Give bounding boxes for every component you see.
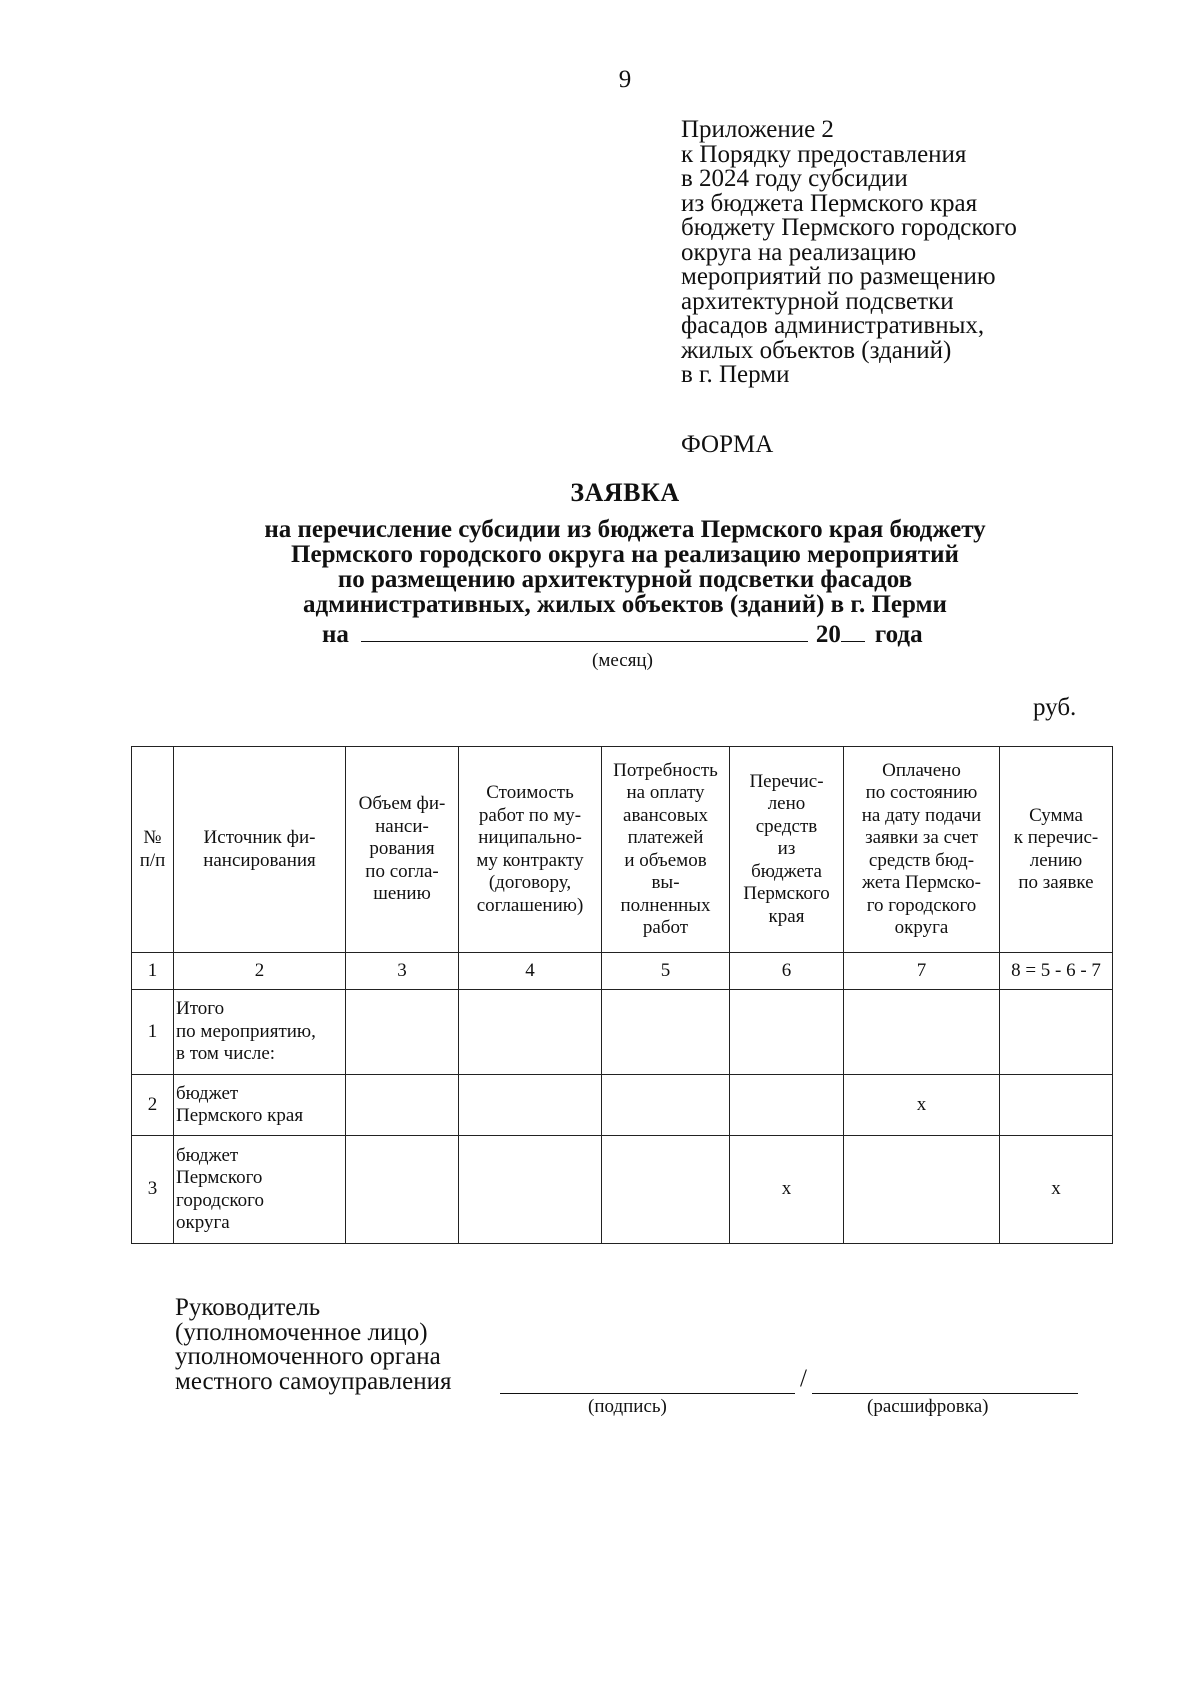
header-line: работ — [642, 917, 689, 938]
header-line: Источник фи- — [203, 827, 316, 848]
column-number-cell: 1 — [132, 953, 174, 990]
header-line: на дату подачи — [861, 804, 982, 826]
table-row — [132, 1075, 1113, 1136]
header-cell-transferred-region — [730, 747, 844, 953]
year-prefix: 20 — [815, 621, 841, 648]
appendix-line: архитектурной подсветки — [681, 287, 954, 315]
signature-slash: / — [800, 1365, 807, 1392]
source-line: бюджет — [176, 1082, 239, 1104]
header-line: шению — [373, 883, 431, 905]
form-label: ФОРМА — [681, 431, 774, 458]
column-number-cell: 8 = 5 - 6 - 7 — [1000, 953, 1113, 990]
header-cell-financing-volume — [346, 747, 459, 953]
appendix-line: Приложение 2 — [681, 116, 834, 143]
column-number-cell: 2 — [174, 953, 346, 990]
signatory-line: уполномоченного органа — [175, 1343, 441, 1370]
value-cell[interactable] — [459, 990, 602, 1075]
source-line: Пермского края — [176, 1105, 304, 1126]
signatory-block — [175, 1296, 451, 1394]
row-source-cell — [174, 990, 346, 1075]
appendix-line: бюджету Пермского городского — [681, 214, 1017, 241]
header-line: лено — [767, 793, 806, 815]
month-caption: (месяц) — [592, 650, 653, 671]
value-cell[interactable] — [459, 1075, 602, 1136]
header-line: нансирования — [203, 849, 316, 871]
subtitle-line: административных, жилых объектов (зданий) в г. Перми — [303, 591, 947, 618]
appendix-line: в 2024 году субсидии — [681, 165, 908, 192]
value-cell[interactable] — [602, 990, 730, 1075]
signatory-line: (уполномоченное лицо) — [175, 1318, 428, 1346]
header-line: му контракту — [476, 849, 584, 871]
value-cell[interactable] — [1000, 990, 1113, 1075]
row-number-cell: 3 — [132, 1136, 174, 1244]
value-cell[interactable] — [844, 1136, 1000, 1244]
source-line: округа — [176, 1212, 230, 1233]
header-line: платежей — [627, 827, 704, 848]
header-line: по состоянию — [865, 782, 978, 803]
source-line: Пермского — [176, 1167, 263, 1188]
value-cell[interactable] — [602, 1075, 730, 1136]
value-cell[interactable] — [730, 1075, 844, 1136]
appendix-line: в г. Перми — [681, 361, 790, 388]
header-line: и объемов — [624, 849, 707, 871]
header-line: Потребность — [613, 759, 718, 781]
header-line: жета Пермско- — [862, 872, 981, 893]
header-line: лению — [1029, 849, 1083, 871]
column-number-cell: 7 — [844, 953, 1000, 990]
header-cell-source — [174, 747, 346, 953]
source-line: городского — [176, 1189, 264, 1211]
period-prefix: на — [322, 621, 349, 648]
value-cell[interactable]: x — [730, 1136, 844, 1244]
header-cell-sum-to-transfer — [1000, 747, 1113, 953]
header-line: го городского — [866, 894, 977, 916]
currency-label: руб. — [1033, 694, 1077, 721]
period-line — [322, 617, 923, 649]
value-cell[interactable] — [346, 1075, 459, 1136]
header-cell-contract-cost — [459, 747, 602, 953]
appendix-line: мероприятий по размещению — [681, 263, 996, 290]
value-cell[interactable] — [602, 1136, 730, 1244]
header-line: Оплачено — [882, 759, 961, 781]
application-table — [131, 746, 1113, 1244]
column-number-cell: 4 — [459, 953, 602, 990]
page-number: 9 — [618, 66, 632, 93]
header-line: заявки за счет — [865, 827, 978, 848]
subtitle-line: Пермского городского округа на реализацию мероприятий — [291, 541, 959, 568]
appendix-line: округа на реализацию — [681, 238, 917, 266]
decode-caption: (расшифровка) — [867, 1396, 989, 1417]
appendix-line: из бюджета Пермского края — [681, 189, 978, 217]
header-line: работ по му- — [478, 804, 582, 826]
header-line: к перечис- — [1013, 827, 1099, 848]
source-line: бюджет — [176, 1144, 239, 1166]
value-cell[interactable] — [346, 1136, 459, 1244]
row-source-cell — [174, 1075, 346, 1136]
header-line: нанси- — [375, 815, 429, 837]
signatory-line: местного самоуправления — [175, 1367, 452, 1395]
table-row — [132, 1136, 1113, 1244]
header-line: авансовых — [623, 804, 708, 826]
row-number-cell: 1 — [132, 990, 174, 1075]
column-number-row — [132, 953, 1113, 990]
value-cell[interactable] — [346, 990, 459, 1075]
row-source-cell — [174, 1136, 346, 1244]
header-cell-number — [132, 747, 174, 953]
table-row — [132, 990, 1113, 1075]
header-line: округа — [894, 917, 949, 938]
header-cell-paid-city — [844, 747, 1000, 953]
header-line: края — [768, 905, 805, 927]
header-line: бюджета — [751, 860, 822, 882]
header-line: средств — [755, 815, 818, 837]
table-header-row — [132, 747, 1113, 953]
header-line: Сумма — [1029, 804, 1083, 826]
header-line: из — [777, 838, 796, 860]
header-line: рования — [369, 838, 435, 860]
header-cell-payment-need — [602, 747, 730, 953]
document-subtitle — [0, 517, 1200, 617]
header-line: Объем фи- — [358, 793, 446, 815]
value-cell[interactable] — [844, 990, 1000, 1075]
subtitle-line: на перечисление субсидии из бюджета Пермского края бюджету — [264, 516, 986, 543]
header-line: средств бюд- — [868, 849, 975, 871]
header-line: Пермского — [743, 883, 830, 905]
column-number-cell: 5 — [602, 953, 730, 990]
column-number-cell: 3 — [346, 953, 459, 990]
decode-blank[interactable] — [812, 1393, 1078, 1394]
year-blank[interactable] — [841, 617, 865, 642]
header-line: соглашению) — [476, 894, 584, 916]
column-number-cell: 6 — [730, 953, 844, 990]
value-cell[interactable]: x — [1000, 1136, 1113, 1244]
signature-blank[interactable] — [500, 1393, 795, 1394]
appendix-line: жилых объектов (зданий) — [681, 336, 952, 364]
header-line: (договору, — [488, 872, 572, 893]
source-line: по мероприятию, — [176, 1020, 316, 1042]
signatory-line: Руководитель — [175, 1294, 321, 1321]
source-line: Итого — [176, 998, 225, 1020]
value-cell[interactable]: x — [844, 1075, 1000, 1136]
header-line: по заявке — [1018, 872, 1094, 893]
signature-caption: (подпись) — [588, 1396, 667, 1417]
header-line: п/п — [139, 849, 166, 871]
document-title: ЗАЯВКА — [570, 478, 680, 507]
appendix-line: к Порядку предоставления — [681, 140, 967, 168]
header-line: Стоимость — [486, 782, 574, 803]
value-cell[interactable] — [730, 990, 844, 1075]
period-suffix: года — [874, 621, 923, 648]
header-line: по согла- — [365, 860, 439, 882]
header-line: Перечис- — [749, 770, 824, 792]
header-line: № — [143, 827, 162, 848]
header-line: полненных — [620, 894, 711, 916]
appendix-line: фасадов административных, — [681, 312, 985, 339]
row-number-cell: 2 — [132, 1075, 174, 1136]
value-cell[interactable] — [459, 1136, 602, 1244]
header-line: вы- — [651, 872, 680, 893]
source-line: в том числе: — [176, 1043, 276, 1065]
value-cell[interactable] — [1000, 1075, 1113, 1136]
header-line: ниципально- — [478, 827, 582, 848]
header-line: на оплату — [626, 782, 705, 803]
subtitle-line: по размещению архитектурной подсветки фасадов — [337, 566, 913, 593]
month-blank[interactable] — [361, 617, 808, 642]
appendix-note — [681, 118, 1017, 388]
